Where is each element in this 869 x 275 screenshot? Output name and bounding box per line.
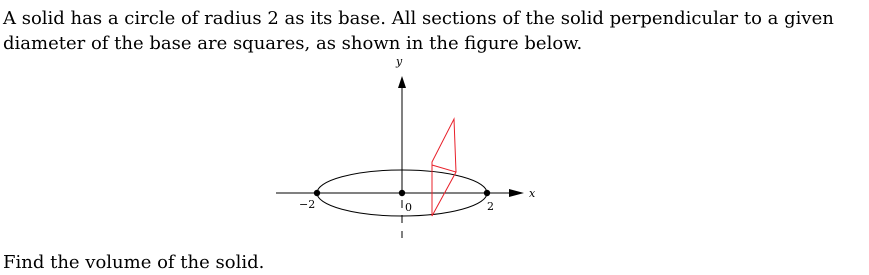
tick-label-2: 2 (487, 200, 494, 213)
problem-statement: A solid has a circle of radius 2 as its base. All sections of the solid perpendicular to a given diameter of the base are squares, as shown in the figure below. (3, 8, 834, 54)
point-neg2 (314, 190, 320, 196)
point-pos2 (484, 190, 490, 196)
x-axis-arrowhead (509, 189, 524, 197)
x-axis-label: x (529, 187, 536, 200)
tick-label-neg2: −2 (299, 198, 316, 211)
question-text: Find the volume of the solid. (3, 252, 265, 273)
y-axis-arrowhead (398, 76, 406, 88)
y-axis-label: y (396, 55, 403, 68)
tick-label-0: 0 (405, 201, 412, 214)
square-cross-section-top (432, 119, 456, 216)
point-origin (399, 190, 405, 196)
